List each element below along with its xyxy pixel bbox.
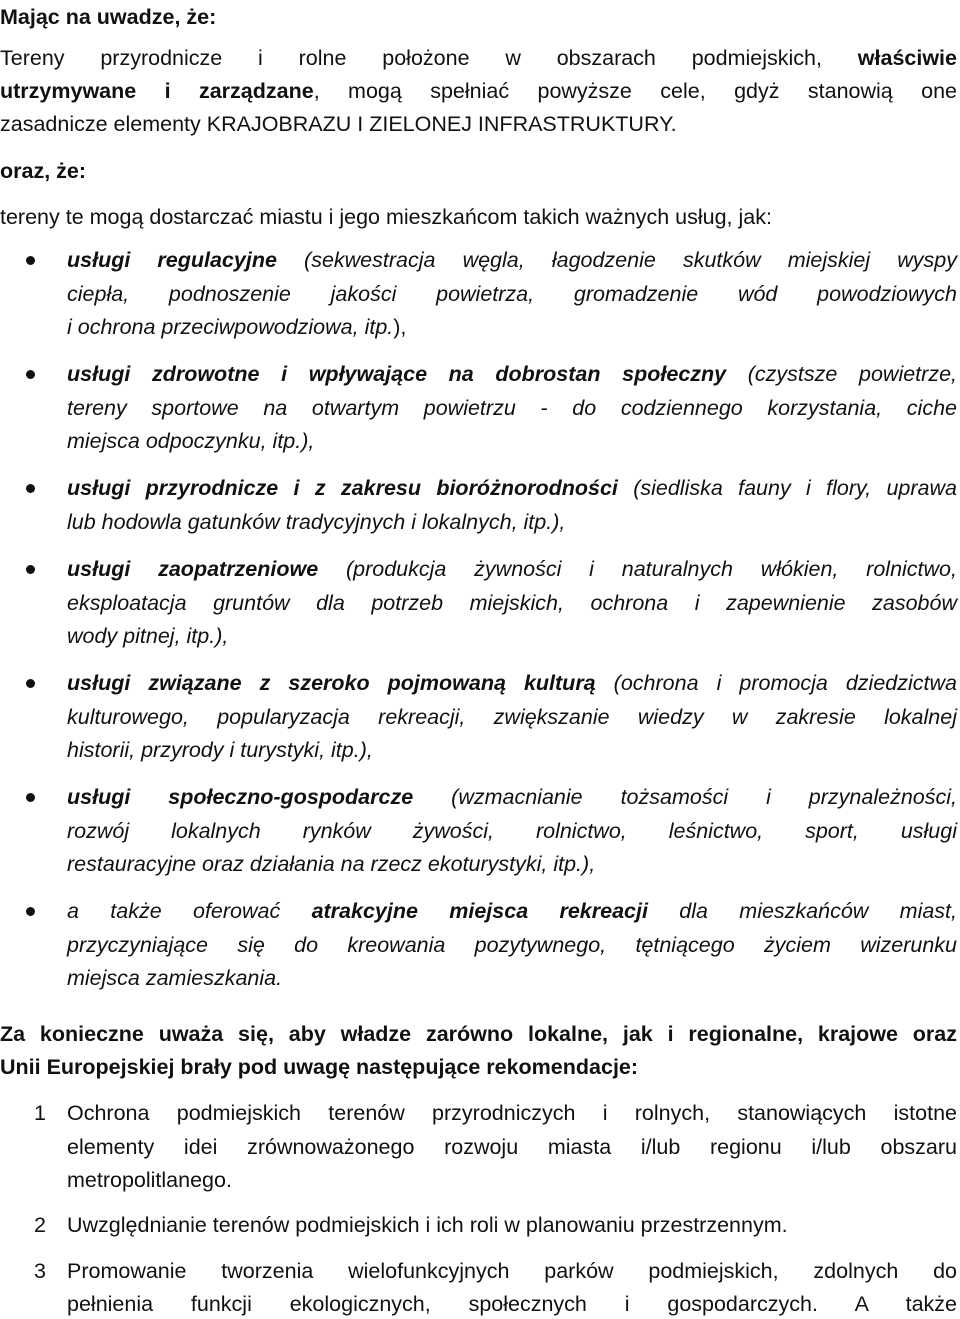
recommendation-3-line-1: Promowanie tworzenia wielofunkcyjnych parków podmiejskich, zdolnych do xyxy=(67,1259,957,1283)
bullet-7-text: dla mieszkańców miast, xyxy=(647,899,957,923)
bullet-dot xyxy=(26,565,35,574)
bullet-dot xyxy=(26,679,35,688)
bullet-1-text-3: i ochrona przeciwpowodziowa, itp. xyxy=(67,315,394,339)
bullet-dot xyxy=(26,370,35,379)
bullet-2-line-1 xyxy=(67,359,957,389)
bullet-dot xyxy=(26,256,35,265)
bullet-4-line-2: eksploatacja gruntów dla potrzeb miejskich, ochrona i zapewnienie zasobów xyxy=(67,591,957,615)
bullet-2-line-3: miejsca odpoczynku, itp.), xyxy=(67,429,315,453)
paragraph-1-text-2: , mogą spełniać powyższe cele, gdyż stanowią one xyxy=(313,79,957,103)
paragraph-1-bold: właściwie xyxy=(857,46,957,70)
bullet-7-line-1 xyxy=(67,896,957,926)
bullet-5-line-1 xyxy=(67,668,957,698)
paragraph-1-line-3: zasadnicze elementy KRAJOBRAZU I ZIELONEJ INFRASTRUKTURY. xyxy=(0,112,677,136)
bullet-7-title: atrakcyjne miejsca rekreacji xyxy=(311,899,648,923)
bullet-1-line-3 xyxy=(67,312,406,342)
bullet-4-title: usługi zaopatrzeniowe xyxy=(67,557,319,581)
bullet-6-line-1 xyxy=(67,782,957,812)
bullet-1-line-1 xyxy=(67,245,957,275)
paragraph-1-bold-2: utrzymywane i zarządzane xyxy=(0,79,314,103)
bullet-dot xyxy=(26,907,35,916)
bullet-1-line-2: ciepła, podnoszenie jakości powietrza, gromadzenie wód powodziowych xyxy=(67,282,957,306)
bullet-7-line-3: miejsca zamieszkania. xyxy=(67,966,283,990)
bullet-dot xyxy=(26,793,35,802)
bullet-1-end: ), xyxy=(393,315,407,339)
recommendation-1-line-2: elementy idei zrównoważonego rozwoju miasta i/lub regionu i/lub obszaru xyxy=(67,1135,957,1159)
bullet-3-line-2: lub hodowla gatunków tradycyjnych i lokalnych, itp.), xyxy=(67,510,566,534)
bullet-4-line-1 xyxy=(67,554,957,584)
paragraph-1-line-1 xyxy=(0,43,957,73)
bullet-5-title: usługi związane z szeroko pojmowaną kulturą xyxy=(67,671,596,695)
bullet-4-line-3: wody pitnej, itp.), xyxy=(67,624,229,648)
bullet-3-title: usługi przyrodnicze i z zakresu bioróżnorodności xyxy=(67,476,618,500)
recommendation-2-line-1: Uwzględnianie terenów podmiejskich i ich roli w planowaniu przestrzennym. xyxy=(67,1213,788,1237)
heading-mając-na-uwadze: Mając na uwadze, że: xyxy=(0,5,217,29)
bullet-2-title: usługi zdrowotne i wpływające na dobrostan społeczny xyxy=(67,362,727,386)
paragraph-1-line-2 xyxy=(0,76,957,106)
paragraph-1-text: Tereny przyrodnicze i rolne położone w obszarach podmiejskich, xyxy=(0,46,822,70)
recommendation-2-number: 2 xyxy=(34,1213,46,1237)
recommendation-1-line-3: metropolitlanego. xyxy=(67,1168,232,1192)
bullet-2-text: (czystsze powietrze, xyxy=(726,362,957,386)
recommendation-1-line-1: Ochrona podmiejskich terenów przyrodniczych i rolnych, stanowiących istotne xyxy=(67,1101,957,1125)
bullet-5-text: (ochrona i promocja dziedzictwa xyxy=(595,671,957,695)
bullet-3-text: (siedliska fauny i flory, uprawa xyxy=(617,476,957,500)
recommendation-1-number: 1 xyxy=(34,1101,46,1125)
bullet-2-line-2: tereny sportowe na otwartym powietrzu - do codziennego korzystania, ciche xyxy=(67,396,957,420)
heading-oraz-ze: oraz, że: xyxy=(0,159,87,183)
bullet-1-title: usługi regulacyjne xyxy=(67,248,277,272)
bullet-5-line-2: kulturowego, popularyzacja rekreacji, zwiększanie wiedzy w zakresie lokalnej xyxy=(67,705,957,729)
recommendations-heading-line-2: Unii Europejskiej brały pod uwagę następujące rekomendacje: xyxy=(0,1055,639,1079)
bullet-7-line-2: przyczyniające się do kreowania pozytywnego, tętniącego życiem wizerunku xyxy=(67,933,957,957)
bullet-6-title: usługi społeczno-gospodarcze xyxy=(67,785,414,809)
recommendations-heading-line-1: Za konieczne uważa się, aby władze zarówno lokalne, jak i regionalne, krajowe oraz xyxy=(0,1022,957,1046)
recommendation-3-line-2: pełnienia funkcji ekologicznych, społecznych i gospodarczych. A także xyxy=(67,1292,957,1316)
recommendation-3-number: 3 xyxy=(34,1259,46,1283)
bullet-1-text: (sekwestracja węgla, łagodzenie skutków miejskiej wyspy xyxy=(276,248,957,272)
bullet-dot xyxy=(26,484,35,493)
bullet-6-text: (wzmacnianie tożsamości i przynależności, xyxy=(413,785,957,809)
services-intro: tereny te mogą dostarczać miastu i jego mieszkańcom takich ważnych usług, jak: xyxy=(0,205,772,229)
bullet-6-line-3: restauracyjne oraz działania na rzecz ekoturystyki, itp.), xyxy=(67,852,596,876)
bullet-5-line-3: historii, przyrody i turystyki, itp.), xyxy=(67,738,373,762)
bullet-6-line-2: rozwój lokalnych rynków żywości, rolnictwo, leśnictwo, sport, usługi xyxy=(67,819,957,843)
bullet-3-line-1 xyxy=(67,473,957,503)
bullet-4-text: (produkcja żywności i naturalnych włókien, rolnictwo, xyxy=(318,557,957,581)
bullet-7-pre: a także oferować xyxy=(67,899,312,923)
